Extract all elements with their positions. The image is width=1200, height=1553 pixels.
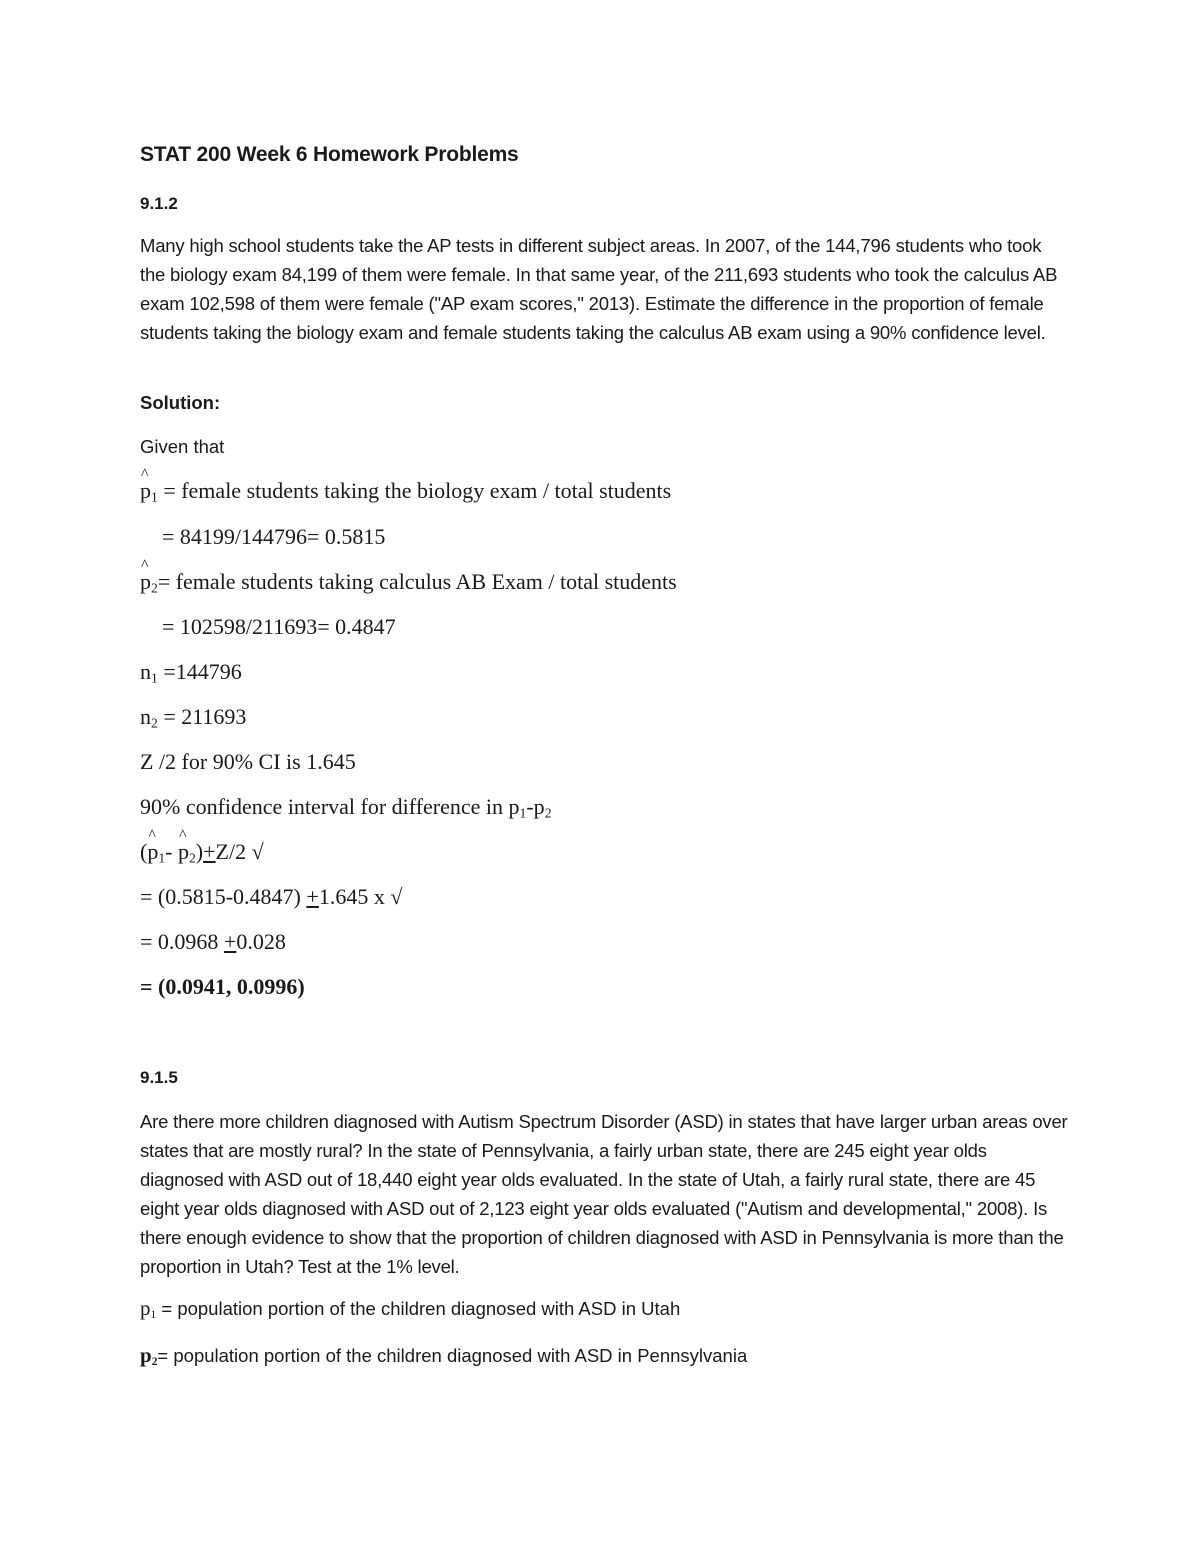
equation-text: = 0.0968	[140, 929, 224, 954]
definition-text: = population portion of the children diagnosed with ASD in Utah	[156, 1298, 681, 1319]
equation-text: -p	[526, 794, 545, 819]
equation-text: = 211693	[157, 704, 247, 729]
equation-text: -	[165, 839, 178, 864]
p-symbol: p	[140, 1343, 152, 1367]
equation-text: )	[195, 839, 204, 864]
equation-p2-hat-value: = 102598/211693= 0.4847	[162, 614, 396, 639]
equation-text: = (0.5815-0.4847)	[140, 884, 307, 909]
subscript: 1	[150, 1308, 157, 1321]
subscript: 2	[544, 805, 552, 821]
solution-label: Solution:	[140, 392, 221, 413]
equation-p1-hat-definition	[140, 478, 671, 504]
equation-text: 90% confidence interval for difference in p	[140, 794, 520, 819]
equation-p2-hat-definition	[140, 569, 677, 595]
subscript: 2	[151, 1355, 158, 1368]
subscript: 1	[519, 805, 527, 821]
plus-minus-sign: +	[203, 839, 216, 864]
plus-minus-sign: +	[306, 884, 319, 909]
plus-minus-sign: +	[223, 929, 237, 954]
equation-text: = female students taking calculus AB Exam / total students	[157, 569, 677, 594]
given-that-label: Given that	[140, 436, 225, 457]
equation-n2	[140, 704, 246, 730]
equation-text: 0.028	[236, 929, 286, 954]
definition-text: = population portion of the children diagnosed with ASD in Pennsylvania	[157, 1345, 748, 1366]
equation-calc-step-2	[140, 929, 286, 955]
equation-text: =144796	[157, 659, 242, 684]
equation-ci-formula	[140, 839, 264, 865]
subscript: 1	[151, 489, 158, 505]
equation-calc-step-1	[140, 884, 402, 910]
equation-text: 1.645 x √	[318, 884, 403, 909]
document-title: STAT 200 Week 6 Homework Problems	[140, 143, 519, 166]
p-hat-symbol: ^ p	[178, 839, 189, 865]
equation-n1	[140, 659, 242, 685]
problem-question: Are there more children diagnosed with Autism Spectrum Disorder (ASD) in states that have larger urban areas over states that are mostly rural? In the state of Pennsylvania, a fairly urban state, there are 245 eight year olds diagnosed with ASD out of 18,440 eight year olds evaluated. In the state of Utah, a fairly rural state, there are 45 eight year olds diagnosed with ASD out of 2,123 eight year olds evaluated ("Autism and developmental," 2008). Is there enough evidence to show that the proportion of children diagnosed with ASD in Pennsylvania is more than the proportion in Utah? Test at the 1% level.	[140, 1111, 1068, 1277]
problem-question: Many high school students take the AP tests in different subject areas. In 2007, of the 144,796 students who took the biology exam 84,199 of them were female. In that same year, of the 211,693 students who took the calculus AB exam 102,598 of them were female ("AP exam scores," 2013). Estimate the difference in the proportion of female students taking the biology exam and female students taking the calculus AB exam using a 90% confidence level.	[140, 235, 1058, 343]
equation-text: = female students taking the biology exam / total students	[157, 478, 672, 503]
p-hat-symbol: ^ p	[140, 478, 151, 504]
subscript: 1	[151, 670, 158, 686]
subscript: 2	[151, 580, 158, 596]
p-hat-symbol: ^ p	[147, 839, 158, 865]
n-symbol: n	[140, 704, 151, 729]
p-hat-symbol: ^ p	[140, 569, 151, 595]
subscript: 2	[151, 715, 158, 731]
problem-number: 9.1.2	[140, 194, 178, 213]
equation-result: = (0.0941, 0.0996)	[140, 974, 305, 999]
problem-number: 9.1.5	[140, 1068, 178, 1087]
n-symbol: n	[140, 659, 151, 684]
p-symbol: p	[140, 1296, 151, 1320]
definition-p1	[140, 1296, 680, 1321]
subscript: 1	[158, 850, 166, 866]
equation-text: (	[140, 839, 148, 864]
equation-p1-hat-value: = 84199/144796= 0.5815	[162, 524, 386, 549]
definition-p2	[140, 1343, 747, 1368]
equation-text: Z/2 √	[215, 839, 264, 864]
equation-ci-heading	[140, 794, 552, 820]
equation-z-value: Z /2 for 90% CI is 1.645	[140, 749, 356, 774]
subscript: 2	[188, 850, 196, 866]
